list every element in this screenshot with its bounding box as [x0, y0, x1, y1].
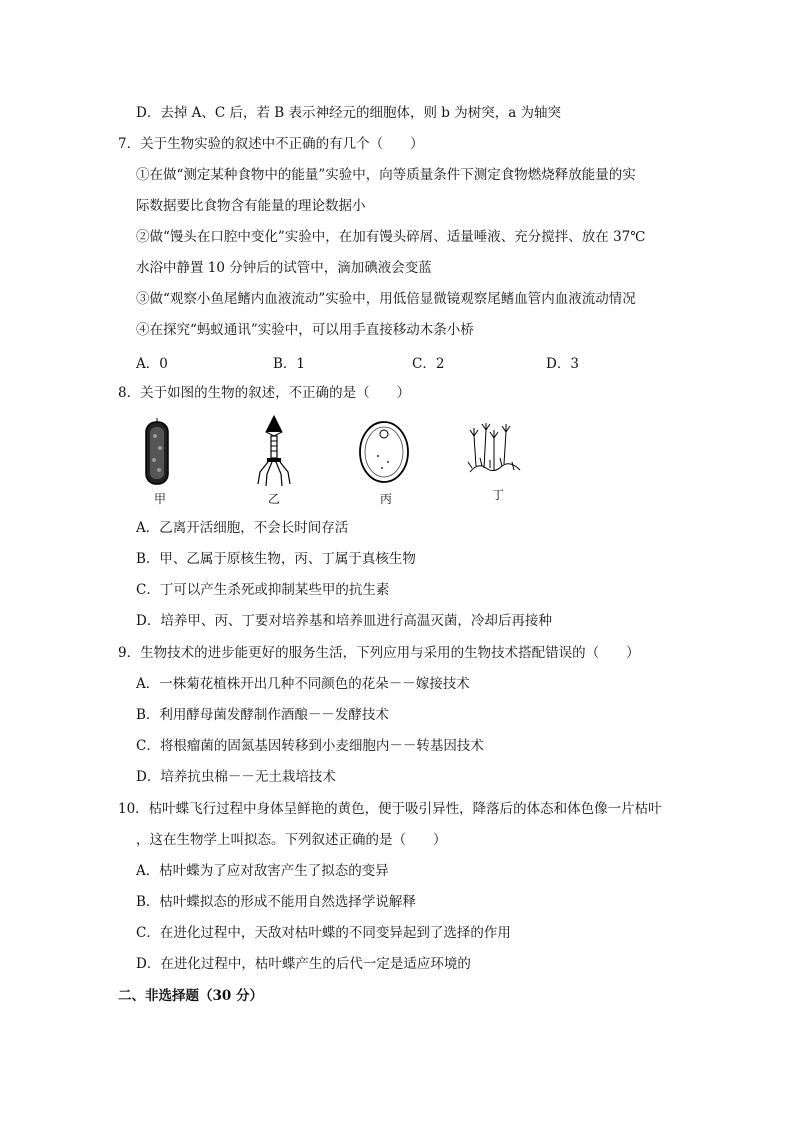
q8-stem: 8．关于如图的生物的叙述，不正确的是（ ） [118, 385, 411, 401]
q10-stem-line2: ，这在生物学上叫拟态。下列叙述正确的是（ ） [136, 832, 447, 848]
q6-option-d: D．去掉 A、C 后，若 B 表示神经元的细胞体，则 b 为树突，a 为轴突 [136, 105, 562, 121]
q7-item-1a: ①在做“测定某种食物中的能量”实验中，向等质量条件下测定食物燃烧释放能量的实 [136, 167, 636, 183]
q10-stem-line1: 10．枯叶蝶飞行过程中身体呈鲜艳的黄色，便于吸引异性，降落后的体态和体色像一片枯叶 [118, 801, 662, 817]
yeast-cell-figure [356, 418, 412, 486]
section-heading: 二、非选择题（30 分） [118, 988, 263, 1004]
q10-option-c: C．在进化过程中，天敌对枯叶蝶的不同变异起到了选择的作用 [136, 925, 511, 941]
caption-jia: 甲 [154, 492, 167, 506]
q9-option-c: C．将根瘤菌的固氮基因转移到小麦细胞内－－转基因技术 [136, 738, 484, 754]
q7-item-1b: 际数据要比食物含有能量的理论数据小 [136, 198, 366, 214]
q7-option-b: B．1 [273, 356, 306, 372]
bacterium-figure [138, 418, 178, 488]
mold-figure [464, 422, 524, 474]
q7-option-a: A．0 [136, 356, 168, 372]
q7-stem: 7．关于生物实验的叙述中不正确的有几个（ ） [118, 136, 424, 152]
q7-item-2b: 水浴中静置 10 分钟后的试管中，滴加碘液会变蓝 [136, 260, 432, 276]
q10-option-a: A．枯叶蝶为了应对敌害产生了拟态的变异 [136, 863, 389, 879]
q7-item-2a: ②做“馒头在口腔中变化”实验中，在加有馒头碎屑、适量唾液、充分搅拌、放在 37℃ [136, 229, 646, 245]
q9-stem: 9．生物技术的进步能更好的服务生活，下列应用与采用的生物技术搭配错误的（ ） [118, 645, 640, 661]
q7-option-c: C．2 [412, 356, 445, 372]
virus-figure [252, 414, 296, 488]
q9-option-d: D．培养抗虫棉－－无土栽培技术 [136, 769, 336, 785]
q10-option-b: B．枯叶蝶拟态的形成不能用自然选择学说解释 [136, 894, 416, 910]
q8-option-c: C．丁可以产生杀死或抑制某些甲的抗生素 [136, 582, 390, 598]
caption-ding: 丁 [492, 488, 505, 502]
caption-bing: 丙 [380, 492, 393, 506]
q8-option-b: B．甲、乙属于原核生物，丙、丁属于真核生物 [136, 551, 416, 567]
q7-option-d: D．3 [546, 356, 579, 372]
q10-option-d: D．在进化过程中，枯叶蝶产生的后代一定是适应环境的 [136, 956, 471, 972]
q9-option-b: B．利用酵母菌发酵制作酒酿－－发酵技术 [136, 707, 389, 723]
q9-option-a: A．一株菊花植株开出几种不同颜色的花朵－－嫁接技术 [136, 676, 470, 692]
q8-option-a: A．乙离开活细胞，不会长时间存活 [136, 520, 349, 536]
caption-yi: 乙 [268, 492, 281, 506]
q7-item-3: ③做“观察小鱼尾鳍内血液流动”实验中，用低倍显微镜观察尾鳍血管内血液流动情况 [136, 291, 636, 307]
q8-option-d: D．培养甲、丙、丁要对培养基和培养皿进行高温灭菌，冷却后再接种 [136, 613, 552, 629]
q7-item-4: ④在探究“蚂蚁通讯”实验中，可以用手直接移动木条小桥 [136, 322, 474, 338]
